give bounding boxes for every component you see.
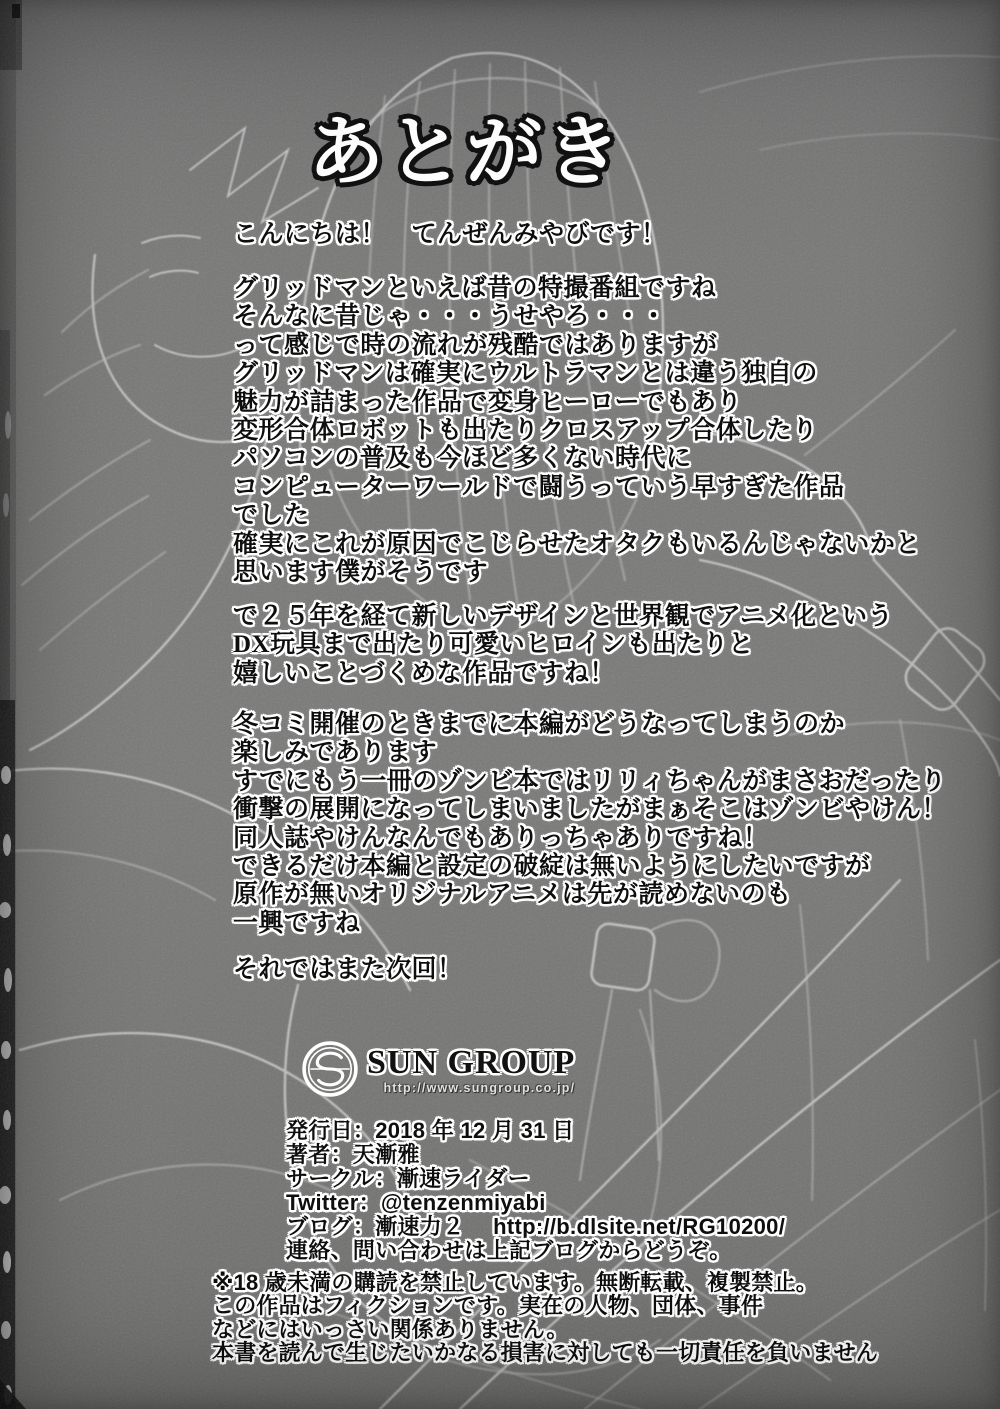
text-line: こんにちは！ てんぜんみやびです！ [233,221,667,248]
afterword-paragraph-anime [233,603,893,688]
text-line: DX玩具まで出たり可愛いヒロインも出たりと [233,631,754,659]
text-line: できるだけ本編と設定の破綻は無いようにしたいですが [233,853,871,881]
text-line: グリッドマンは確実にウルトラマンとは違う独自の [233,360,818,388]
text-line: すでにもう一冊のゾンビ本ではリリィちゃんがまさおだったり [233,767,947,795]
afterword-paragraph-gridman [233,275,921,587]
afterword-paragraph-signoff [233,956,463,984]
text-line: で２５年を経て新しいデザインと世界観でアニメ化という [233,603,894,630]
text-line: サークル：漸速ライダー [286,1166,530,1191]
text-line: グリッドマンといえば昔の特撮番組ですね [233,275,717,302]
disclaimer [212,1271,878,1365]
text-line: 発行日：2018 年 12 月 31 日 [286,1118,575,1143]
text-line: Twitter：@tenzenmiyabi [286,1190,546,1215]
text-line: でした [233,502,310,530]
text-line: 同人誌やけんなんでもありっちゃありですね！ [233,824,769,852]
sun-group-logo [301,1040,575,1098]
text-line: などにはいっさい関係ありません。 [212,1316,569,1342]
printer-url: http://www.sungroup.co.jp/ [383,1081,576,1095]
text-line: って感じで時の流れが残酷ではありますが [233,331,718,359]
text-line: 衝撃の展開になってしまいましたがまぁそこはゾンビやけん！ [233,796,948,824]
text-line: 確実にこれが原因でこじらせたオタクもいるんじゃないかと [233,530,921,558]
text-line: ブログ：漸速力２ http://b.dlsite.net/RG10200/ [286,1214,786,1239]
text-line: 一興ですね [233,909,361,937]
text-line: コンピューターワールドで闘うっていう早すぎた作品 [233,473,845,501]
printer-name: SUN GROUP [367,1044,576,1081]
text-line: 原作が無いオリジナルアニメは先が読めないのも [233,881,792,909]
text-line: そんなに昔じゃ・・・うせやろ・・・ [233,303,667,331]
text-line: パソコンの普及も今ほど多くない時代に [233,445,692,473]
sun-group-emblem-icon [301,1040,359,1098]
text-line: 著者：天漸雅 [286,1142,420,1167]
text-line: この作品はフィクションです。実在の人物、団体、事件 [212,1293,764,1319]
text-line: 本書を読んで生じたいかなる損害に対しても一切責任を負いません [212,1340,879,1366]
text-line: 冬コミ開催のときまでに本編がどうなってしまうのか [233,711,846,738]
afterword-paragraph-greeting [233,221,667,249]
text-line: 変形合体ロボットも出たりクロスアップ合体したり [233,417,818,445]
text-line: それではまた次回！ [233,956,463,983]
page-title: あとがき [308,106,624,196]
text-line: 連絡、問い合わせは上記ブログからどうぞ。 [286,1238,732,1263]
colophon [286,1119,785,1263]
afterword-paragraph-comiket [233,711,947,938]
text-line: 楽しみであります [233,739,438,767]
text-line: ※18 歳未満の購読を禁止しています。無断転載、複製禁止。 [212,1270,819,1295]
text-line: 嬉しいことづくめな作品ですね！ [233,659,616,687]
text-line: 魅力が詰まった作品で変身ヒーローでもあり [233,388,743,416]
text-line: 思います僕がそうです [233,559,489,587]
